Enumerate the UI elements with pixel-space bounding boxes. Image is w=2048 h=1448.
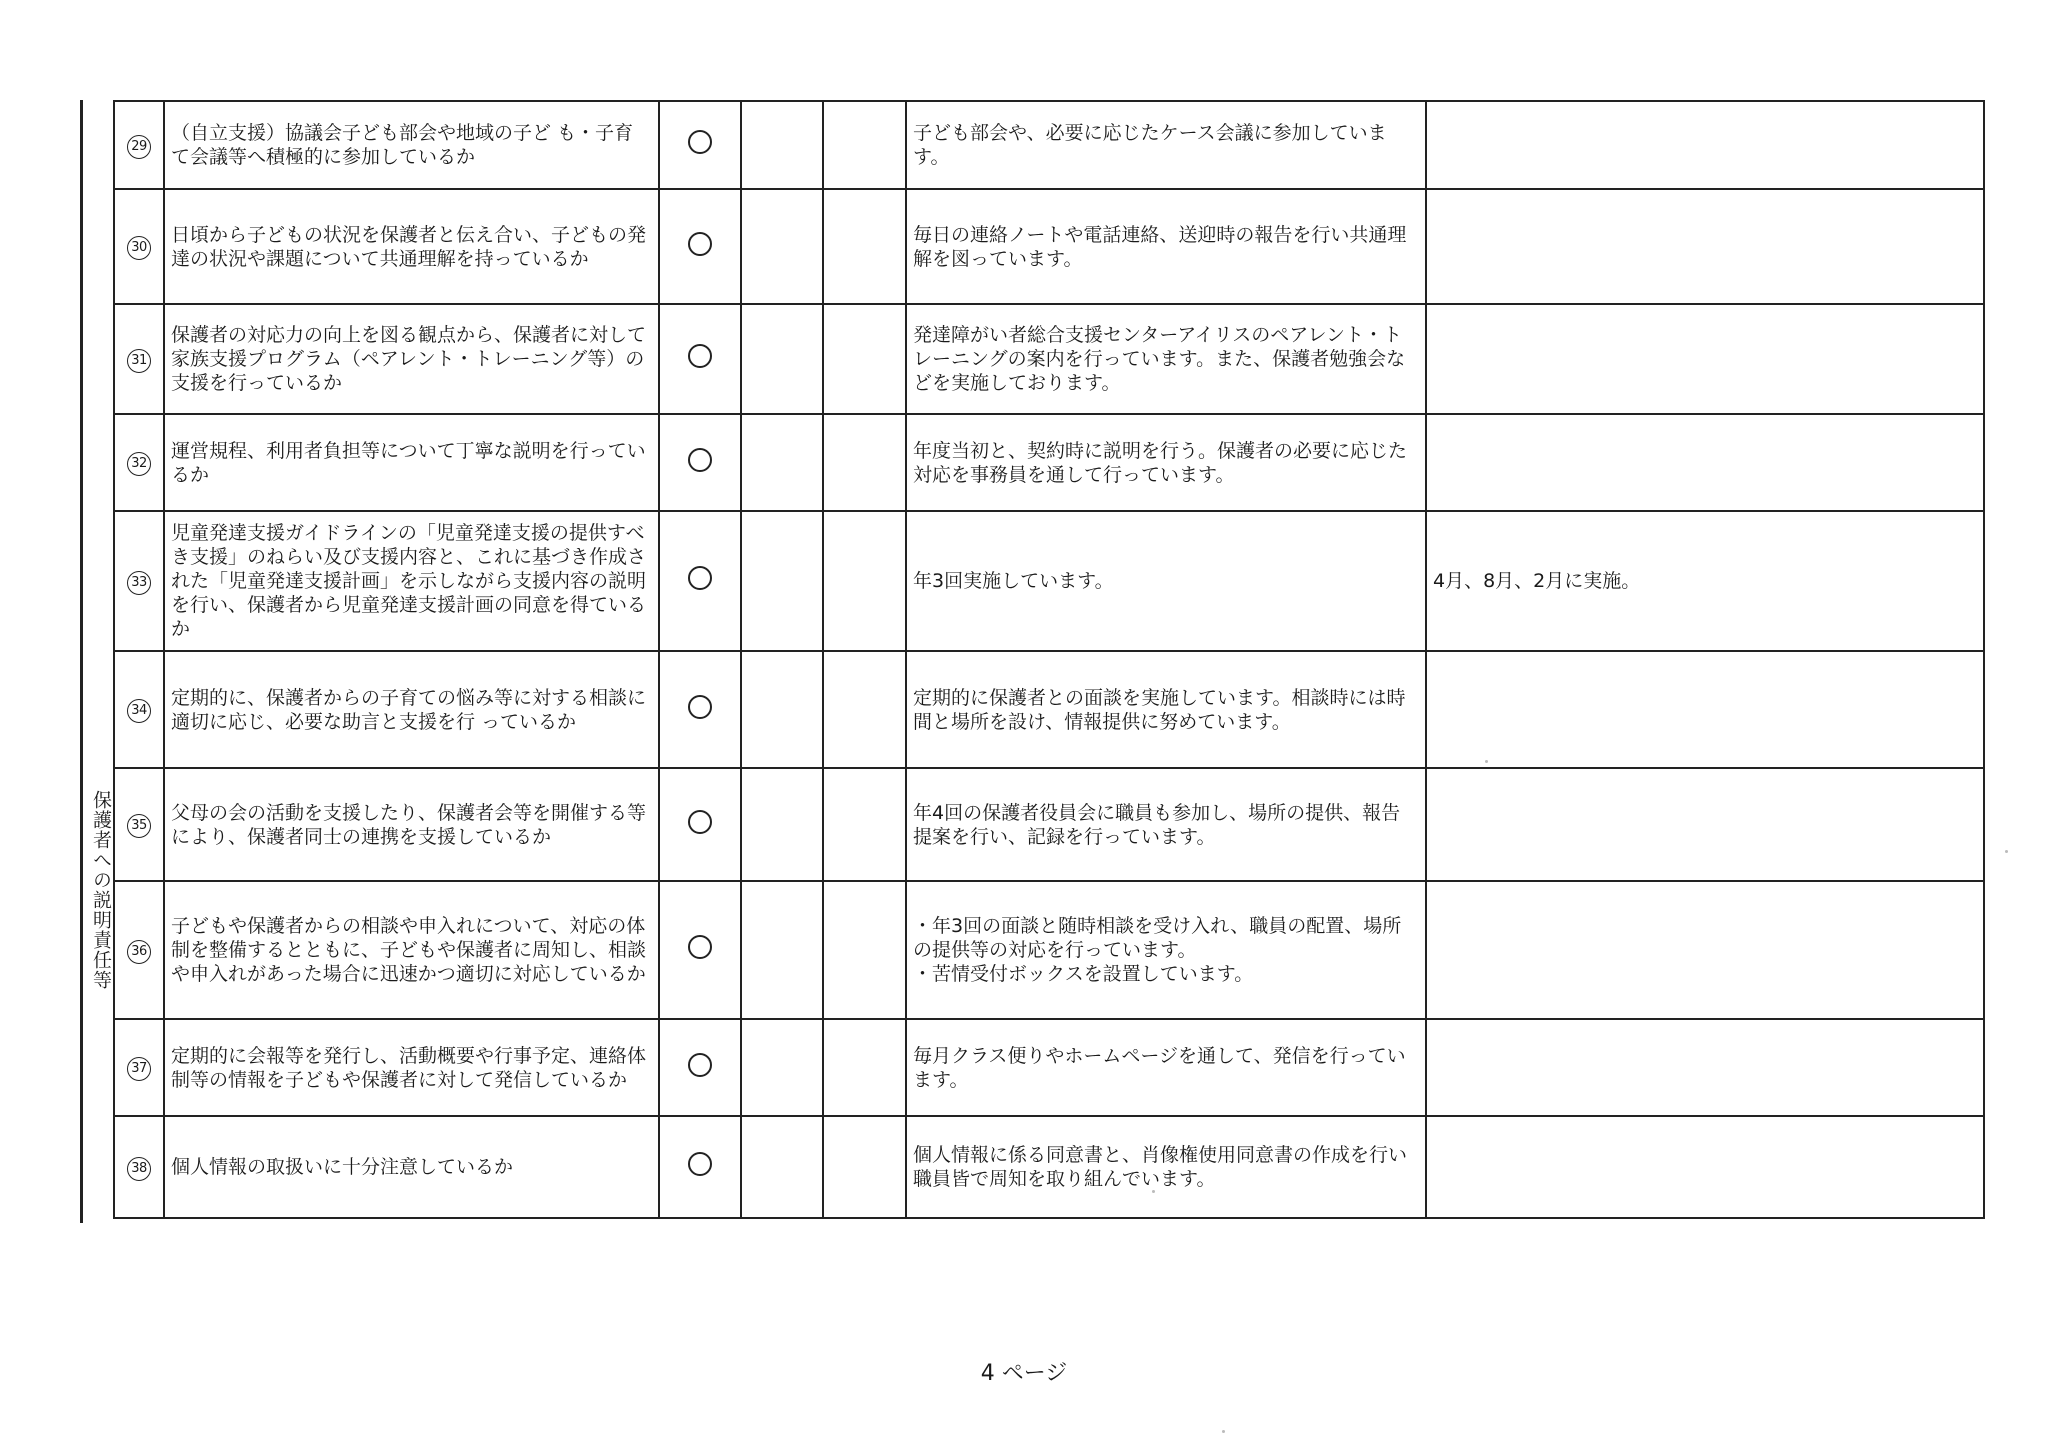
yes-mark-cell bbox=[659, 1019, 741, 1116]
circle-mark-icon bbox=[688, 448, 712, 472]
item-number: 35 bbox=[127, 814, 151, 838]
circle-mark-icon bbox=[688, 810, 712, 834]
page-number: 4 ページ bbox=[980, 1361, 1068, 1386]
circle-mark-icon bbox=[688, 344, 712, 368]
question-text: 運営規程、利用者負担等について丁寧な説明を行っているか bbox=[164, 414, 659, 511]
no-mark-cell bbox=[823, 414, 906, 511]
comment-text bbox=[1426, 1019, 1984, 1116]
yes-mark-cell bbox=[659, 768, 741, 881]
table-row bbox=[114, 881, 1984, 1019]
undecided-mark-cell bbox=[741, 651, 823, 768]
circle-mark-icon bbox=[688, 232, 712, 256]
item-number-cell bbox=[114, 651, 164, 768]
item-number-cell bbox=[114, 1116, 164, 1218]
question-text: 児童発達支援ガイドラインの「児童発達支援の提供すべき支援」のねらい及び支援内容と、これに基づき作成された「児童発達支援計画」を示しながら支援内容の説明を行い、保護者から児童発達支援計画の同意を得ているか bbox=[164, 511, 659, 651]
category-bracket-line-upper bbox=[80, 100, 83, 414]
item-number-cell bbox=[114, 414, 164, 511]
item-number-cell bbox=[114, 511, 164, 651]
answer-text: 定期的に保護者との面談を実施しています。相談時には時間と場所を設け、情報提供に努めています。 bbox=[906, 651, 1426, 768]
table-row bbox=[114, 511, 1984, 651]
item-number-cell bbox=[114, 881, 164, 1019]
undecided-mark-cell bbox=[741, 189, 823, 304]
yes-mark-cell bbox=[659, 189, 741, 304]
item-number: 37 bbox=[127, 1057, 151, 1081]
scan-speck bbox=[2005, 850, 2008, 853]
question-text: 子どもや保護者からの相談や申入れについて、対応の体制を整備するとともに、子どもや保護者に周知し、相談や申入れがあった場合に迅速かつ適切に対応しているか bbox=[164, 881, 659, 1019]
scan-speck bbox=[1485, 760, 1488, 763]
circle-mark-icon bbox=[688, 695, 712, 719]
yes-mark-cell bbox=[659, 1116, 741, 1218]
table-row bbox=[114, 189, 1984, 304]
item-number: 32 bbox=[127, 452, 151, 476]
category-bracket-line-lower bbox=[80, 414, 83, 1223]
no-mark-cell bbox=[823, 101, 906, 189]
item-number: 29 bbox=[127, 135, 151, 159]
item-number: 33 bbox=[127, 571, 151, 595]
no-mark-cell bbox=[823, 304, 906, 414]
answer-text: 毎月クラス便りやホームページを通して、発信を行っています。 bbox=[906, 1019, 1426, 1116]
comment-text bbox=[1426, 414, 1984, 511]
yes-mark-cell bbox=[659, 101, 741, 189]
yes-mark-cell bbox=[659, 511, 741, 651]
circle-mark-icon bbox=[688, 1053, 712, 1077]
item-number: 31 bbox=[127, 349, 151, 373]
undecided-mark-cell bbox=[741, 881, 823, 1019]
no-mark-cell bbox=[823, 189, 906, 304]
yes-mark-cell bbox=[659, 651, 741, 768]
answer-text: 年4回の保護者役員会に職員も参加し、場所の提供、報告提案を行い、記録を行っています。 bbox=[906, 768, 1426, 881]
circle-mark-icon bbox=[688, 566, 712, 590]
item-number-cell bbox=[114, 189, 164, 304]
undecided-mark-cell bbox=[741, 1019, 823, 1116]
scan-speck bbox=[1222, 1430, 1225, 1433]
comment-text bbox=[1426, 768, 1984, 881]
question-text: 定期的に会報等を発行し、活動概要や行事予定、連絡体制等の情報を子どもや保護者に対して発信しているか bbox=[164, 1019, 659, 1116]
item-number-cell bbox=[114, 101, 164, 189]
question-text: 定期的に、保護者からの子育ての悩み等に対する相談に適切に応じ、必要な助言と支援を行 っているか bbox=[164, 651, 659, 768]
answer-text: 発達障がい者総合支援センターアイリスのペアレント・トレーニングの案内を行っています。また、保護者勉強会などを実施しております。 bbox=[906, 304, 1426, 414]
undecided-mark-cell bbox=[741, 414, 823, 511]
table-body bbox=[114, 101, 1984, 1218]
item-number: 38 bbox=[127, 1157, 151, 1181]
comment-text: 4月、8月、2月に実施。 bbox=[1426, 511, 1984, 651]
question-text: （自立支援）協議会子ども部会や地域の子ど も・子育て会議等へ積極的に参加しているか bbox=[164, 101, 659, 189]
circle-mark-icon bbox=[688, 130, 712, 154]
item-number: 30 bbox=[127, 236, 151, 260]
item-number-cell bbox=[114, 1019, 164, 1116]
no-mark-cell bbox=[823, 511, 906, 651]
table-row bbox=[114, 1019, 1984, 1116]
comment-text bbox=[1426, 304, 1984, 414]
question-text: 個人情報の取扱いに十分注意しているか bbox=[164, 1116, 659, 1218]
answer-text: 毎日の連絡ノートや電話連絡、送迎時の報告を行い共通理解を図っています。 bbox=[906, 189, 1426, 304]
circle-mark-icon bbox=[688, 935, 712, 959]
question-text: 父母の会の活動を支援したり、保護者会等を開催する等により、保護者同士の連携を支援しているか bbox=[164, 768, 659, 881]
answer-text: 年度当初と、契約時に説明を行う。保護者の必要に応じた対応を事務員を通して行っています。 bbox=[906, 414, 1426, 511]
yes-mark-cell bbox=[659, 414, 741, 511]
item-number-cell bbox=[114, 304, 164, 414]
question-text: 日頃から子どもの状況を保護者と伝え合い、子どもの発達の状況や課題について共通理解を持っているか bbox=[164, 189, 659, 304]
no-mark-cell bbox=[823, 1019, 906, 1116]
yes-mark-cell bbox=[659, 881, 741, 1019]
answer-text: 個人情報に係る同意書と、肖像権使用同意書の作成を行い職員皆で周知を取り組んでいます。 bbox=[906, 1116, 1426, 1218]
comment-text bbox=[1426, 881, 1984, 1019]
yes-mark-cell bbox=[659, 304, 741, 414]
comment-text bbox=[1426, 101, 1984, 189]
question-text: 保護者の対応力の向上を図る観点から、保護者に対して家族支援プログラム（ペアレント・トレーニング等）の支援を行っているか bbox=[164, 304, 659, 414]
category-label: 保護者への説明責任等 bbox=[90, 790, 112, 990]
comment-text bbox=[1426, 1116, 1984, 1218]
undecided-mark-cell bbox=[741, 768, 823, 881]
no-mark-cell bbox=[823, 1116, 906, 1218]
no-mark-cell bbox=[823, 768, 906, 881]
table-row bbox=[114, 414, 1984, 511]
answer-text: 子ども部会や、必要に応じたケース会議に参加しています。 bbox=[906, 101, 1426, 189]
comment-text bbox=[1426, 189, 1984, 304]
answer-text: 年3回実施しています。 bbox=[906, 511, 1426, 651]
circle-mark-icon bbox=[688, 1152, 712, 1176]
no-mark-cell bbox=[823, 881, 906, 1019]
table-row bbox=[114, 768, 1984, 881]
comment-text bbox=[1426, 651, 1984, 768]
undecided-mark-cell bbox=[741, 1116, 823, 1218]
table-row bbox=[114, 651, 1984, 768]
no-mark-cell bbox=[823, 651, 906, 768]
evaluation-table bbox=[113, 100, 1985, 1219]
item-number-cell bbox=[114, 768, 164, 881]
undecided-mark-cell bbox=[741, 304, 823, 414]
undecided-mark-cell bbox=[741, 101, 823, 189]
table-row bbox=[114, 101, 1984, 189]
answer-text: ・年3回の面談と随時相談を受け入れ、職員の配置、場所の提供等の対応を行っています。 ・苦情受付ボックスを設置しています。 bbox=[906, 881, 1426, 1019]
table-row bbox=[114, 1116, 1984, 1218]
item-number: 36 bbox=[127, 940, 151, 964]
table-row bbox=[114, 304, 1984, 414]
scan-speck bbox=[1152, 1190, 1155, 1193]
undecided-mark-cell bbox=[741, 511, 823, 651]
item-number: 34 bbox=[127, 699, 151, 723]
